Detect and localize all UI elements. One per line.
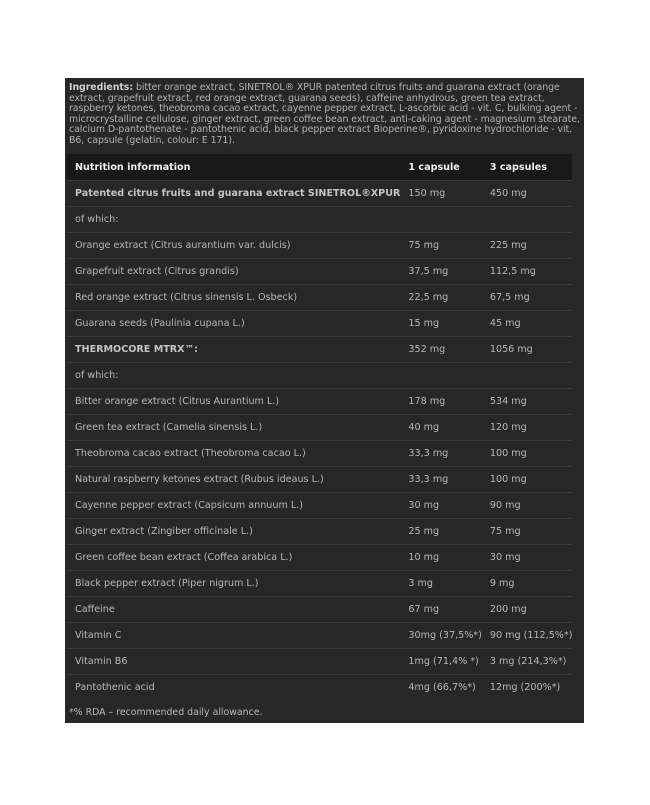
table-row	[67, 649, 572, 675]
nutrient-name-cell: Caffeine	[67, 597, 400, 623]
one-capsule-cell: 22,5 mg	[400, 285, 481, 311]
one-capsule-cell: 30mg (37,5%*)	[400, 623, 481, 649]
one-capsule-cell: 33,3 mg	[400, 467, 481, 493]
three-capsules-cell: 200 mg	[482, 597, 573, 623]
one-capsule-cell: 10 mg	[400, 545, 481, 571]
table-row	[67, 415, 572, 441]
nutrient-name-cell: Vitamin C	[67, 623, 400, 649]
nutrient-name-cell: Natural raspberry ketones extract (Rubus ideaus L.)	[67, 467, 400, 493]
table-row	[67, 467, 572, 493]
nutrient-name-cell: Bitter orange extract (Citrus Aurantium L.)	[67, 389, 400, 415]
ingredients-text: bitter orange extract, SINETROL® XPUR patented citrus fruits and guarana extract (orange extract, grapefruit extract, red orange extract, guarana seeds), caffeine anhydrous, green tea extract, raspberry ketones, theobroma cacao extract, cayenne pepper extract, L-ascorbic acid - vit. C, bulking agent - microcrystalline cellulose, ginger extract, green coffee bean extract, anti-caking agent - magnesium stearate, calcium D-pantothenate - pantothenic acid, black pepper extract Bioperine®, pyridoxine hydrochloride - vit. B6, capsule (gelatin, colour: E 171).	[69, 82, 580, 146]
nutrient-name-cell: Pantothenic acid	[67, 675, 400, 701]
header-3-capsules: 3 capsules	[482, 154, 573, 181]
three-capsules-cell: 90 mg (112,5%*)	[482, 623, 573, 649]
table-row	[67, 571, 572, 597]
table-row	[67, 441, 572, 467]
three-capsules-cell: 112,5 mg	[482, 259, 573, 285]
one-capsule-cell: 352 mg	[400, 337, 481, 363]
table-row	[67, 597, 572, 623]
one-capsule-cell: 178 mg	[400, 389, 481, 415]
table-row	[67, 337, 572, 363]
nutrient-name-cell: Green coffee bean extract (Coffea arabica L.)	[67, 545, 400, 571]
one-capsule-cell: 15 mg	[400, 311, 481, 337]
nutrient-name-cell: Cayenne pepper extract (Capsicum annuum L.)	[67, 493, 400, 519]
three-capsules-cell: 450 mg	[482, 181, 573, 207]
nutrient-name-cell: Orange extract (Citrus aurantium var. dulcis)	[67, 233, 400, 259]
one-capsule-cell	[400, 363, 481, 389]
three-capsules-cell: 120 mg	[482, 415, 573, 441]
three-capsules-cell: 1056 mg	[482, 337, 573, 363]
one-capsule-cell: 67 mg	[400, 597, 481, 623]
nutrient-name-cell: Grapefruit extract (Citrus grandis)	[67, 259, 400, 285]
nutrition-table-header	[67, 154, 572, 181]
three-capsules-cell: 75 mg	[482, 519, 573, 545]
header-nutrition-information: Nutrition information	[67, 154, 400, 181]
three-capsules-cell	[482, 207, 573, 233]
three-capsules-cell: 90 mg	[482, 493, 573, 519]
ingredients-paragraph	[69, 83, 582, 147]
table-row	[67, 675, 572, 701]
nutrient-name-cell: Patented citrus fruits and guarana extract SINETROL®XPUR	[67, 181, 400, 207]
table-row	[67, 493, 572, 519]
one-capsule-cell: 1mg (71,4% *)	[400, 649, 481, 675]
nutrient-name-cell: Theobroma cacao extract (Theobroma cacao L.)	[67, 441, 400, 467]
three-capsules-cell: 9 mg	[482, 571, 573, 597]
three-capsules-cell: 12mg (200%*)	[482, 675, 573, 701]
three-capsules-cell: 3 mg (214,3%*)	[482, 649, 573, 675]
table-row	[67, 545, 572, 571]
nutrition-table	[67, 154, 572, 700]
table-row	[67, 181, 572, 207]
nutrient-name-cell: Vitamin B6	[67, 649, 400, 675]
table-row	[67, 363, 572, 389]
one-capsule-cell: 37,5 mg	[400, 259, 481, 285]
nutrient-name-cell: Black pepper extract (Piper nigrum L.)	[67, 571, 400, 597]
table-row	[67, 389, 572, 415]
three-capsules-cell	[482, 363, 573, 389]
supplement-facts-panel	[65, 78, 584, 723]
nutrient-name-cell: Green tea extract (Camelia sinensis L.)	[67, 415, 400, 441]
three-capsules-cell: 45 mg	[482, 311, 573, 337]
three-capsules-cell: 534 mg	[482, 389, 573, 415]
table-row	[67, 207, 572, 233]
nutrient-name-cell: of which:	[67, 363, 400, 389]
nutrient-name-cell: of which:	[67, 207, 400, 233]
table-row	[67, 623, 572, 649]
nutrient-name-cell: Guarana seeds (Paulinia cupana L.)	[67, 311, 400, 337]
table-row	[67, 311, 572, 337]
table-row	[67, 519, 572, 545]
nutrient-name-cell: Red orange extract (Citrus sinensis L. Osbeck)	[67, 285, 400, 311]
one-capsule-cell: 30 mg	[400, 493, 481, 519]
table-row	[67, 233, 572, 259]
one-capsule-cell: 25 mg	[400, 519, 481, 545]
three-capsules-cell: 67,5 mg	[482, 285, 573, 311]
one-capsule-cell: 3 mg	[400, 571, 481, 597]
header-1-capsule: 1 capsule	[400, 154, 481, 181]
nutrient-name-cell: THERMOCORE MTRX™:	[67, 337, 400, 363]
nutrient-name-cell: Ginger extract (Zingiber officinale L.)	[67, 519, 400, 545]
one-capsule-cell	[400, 207, 481, 233]
one-capsule-cell: 150 mg	[400, 181, 481, 207]
table-row	[67, 285, 572, 311]
one-capsule-cell: 40 mg	[400, 415, 481, 441]
one-capsule-cell: 4mg (66,7%*)	[400, 675, 481, 701]
table-row	[67, 259, 572, 285]
one-capsule-cell: 33,3 mg	[400, 441, 481, 467]
three-capsules-cell: 30 mg	[482, 545, 573, 571]
three-capsules-cell: 100 mg	[482, 441, 573, 467]
ingredients-label: Ingredients:	[69, 82, 134, 93]
one-capsule-cell: 75 mg	[400, 233, 481, 259]
three-capsules-cell: 225 mg	[482, 233, 573, 259]
rda-footnote: *% RDA – recommended daily allowance.	[69, 707, 263, 718]
three-capsules-cell: 100 mg	[482, 467, 573, 493]
